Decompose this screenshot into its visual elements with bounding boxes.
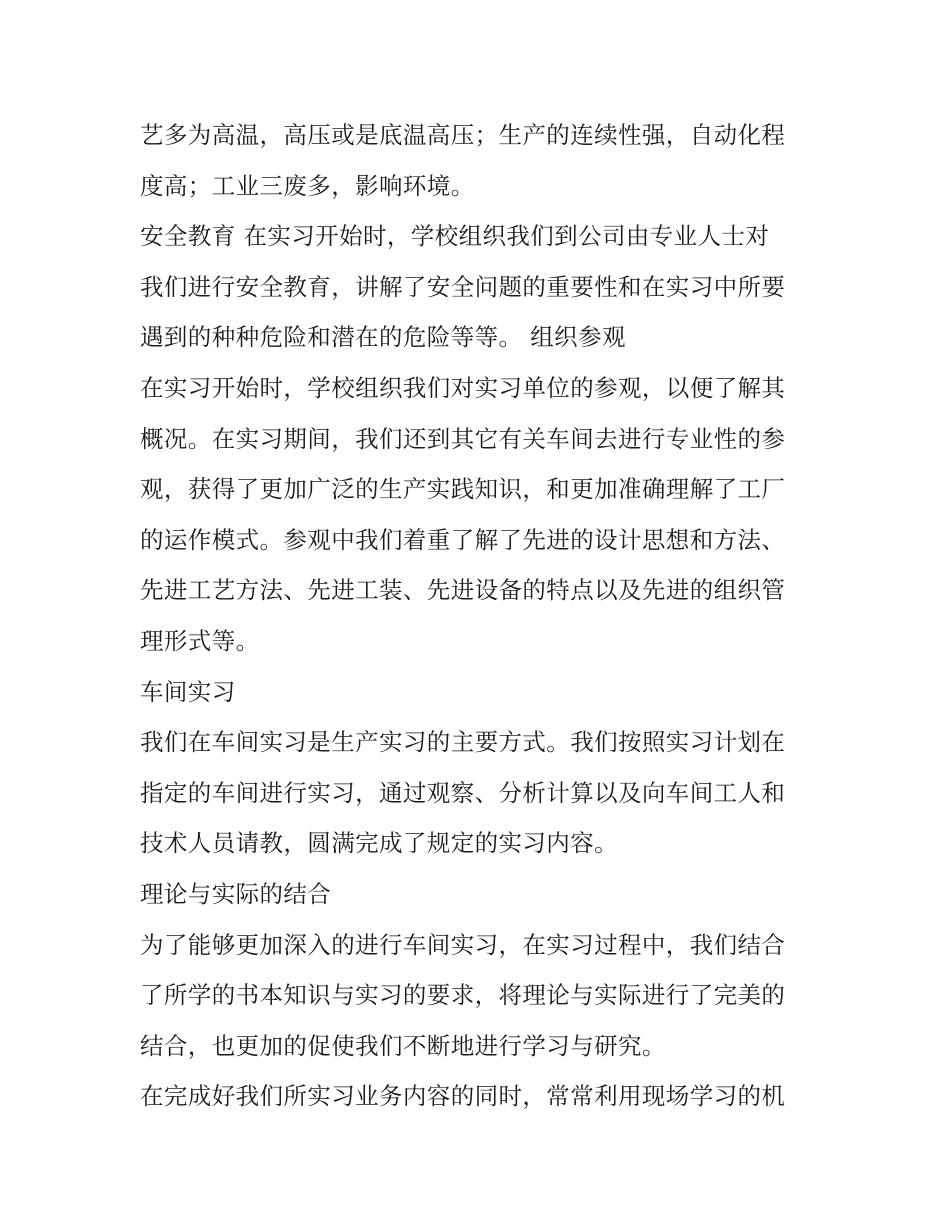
text-line: 我们进行安全教育，讲解了安全问题的重要性和在实习中所要 [140, 272, 786, 301]
text-line: 了所学的书本知识与实习的要求，将理论与实际进行了完美的 [140, 981, 786, 1010]
text-line: 的运作模式。参观中我们着重了解了先进的设计思想和方法、 [140, 525, 786, 554]
text-line: 指定的车间进行实习，通过观察、分析计算以及向车间工人和 [140, 778, 786, 807]
section-heading: 车间实习 [140, 677, 236, 706]
text-line: 结合，也更加的促使我们不断地进行学习与研究。 [140, 1031, 666, 1060]
text-line: 安全教育 在实习开始时，学校组织我们到公司由专业人士对 [140, 222, 770, 251]
text-line: 在实习开始时，学校组织我们对实习单位的参观，以便了解其 [140, 373, 786, 402]
text-line: 艺多为高温，高压或是底温高压；生产的连续性强，自动化程 [140, 121, 786, 149]
text-line: 我们在车间实习是生产实习的主要方式。我们按照实习计划在 [140, 728, 786, 757]
document-body [140, 110, 820, 1122]
text-line: 理形式等。 [140, 626, 260, 655]
section-heading: 理论与实际的结合 [140, 879, 332, 908]
text-line: 先进工艺方法、先进工装、先进设备的特点以及先进的组织管 [140, 576, 786, 605]
text-line: 为了能够更加深入的进行车间实习，在实习过程中，我们结合 [140, 930, 786, 959]
text-line: 在完成好我们所实习业务内容的同时，常常利用现场学习的机 [140, 1082, 786, 1111]
text-line: 技术人员请教，圆满完成了规定的实习内容。 [140, 829, 618, 858]
text-line: 度高；工业三废多，影响环境。 [140, 171, 475, 200]
text-line: 观，获得了更加广泛的生产实践知识，和更加准确理解了工厂 [140, 475, 786, 504]
text-line: 遇到的种种危险和潜在的危险等等。 组织参观 [140, 323, 626, 352]
text-line: 概况。在实习期间，我们还到其它有关车间去进行专业性的参 [140, 424, 786, 453]
